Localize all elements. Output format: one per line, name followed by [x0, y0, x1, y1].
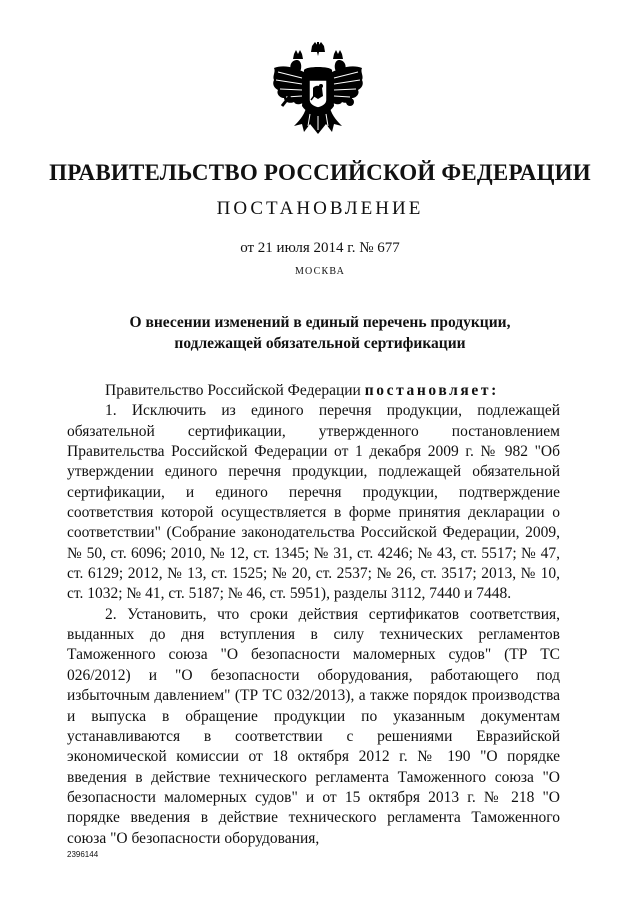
document-city: МОСКВА — [294, 266, 346, 277]
preamble-paragraph — [67, 381, 560, 401]
subject-line-1: О внесении изменений в единый перечень продукции, — [129, 314, 511, 331]
coat-of-arms-icon — [268, 42, 370, 140]
document-date-number: от 21 июля 2014 г. № 677 — [240, 240, 400, 256]
government-title: ПРАВИТЕЛЬСТВО РОССИЙСКОЙ ФЕДЕРАЦИИ — [49, 160, 591, 185]
document-type: ПОСТАНОВЛЕНИЕ — [216, 198, 424, 219]
item-1-paragraph: 1. Исключить из единого перечня продукции, подлежащей обязательной сертификации, утвержденного постановлением Правительства Российской Федерации от 1 декабря 2009 г. № 982 "Об утверждении единого перечня продукции, подлежащей обязательной сертификации, и единого перечня продукции, подтверждение соответствия которой осуществляется в форме принятия декларации о соответствии" (Собрание законодательства Российской Федерации, 2009, № 50, ст. 6096; 2010, № 12, ст. 1345; № 31, ст. 4246; № 43, ст. 5517; № 47, ст. 6129; 2012, № 13, ст. 1525; № 20, ст. 2537; № 26, ст. 3517; 2013, № 10, ст. 1032; № 41, ст. 5187; № 46, ст. 5951), разделы 3112, 7440 и 7448. — [67, 402, 560, 603]
document-subject — [0, 312, 640, 354]
document-body — [67, 381, 560, 849]
subject-line-2: подлежащей обязательной сертификации — [174, 335, 466, 352]
item-2-paragraph: 2. Установить, что сроки действия сертификатов соответствия, выданных до дня вступления в силу технических регламентов Таможенного союза "О безопасности маломерных судов" (ТР ТС 026/2012) и "О безопасности оборудования, работающего под избыточным давлением" (ТР ТС 032/2013), а также порядок производства и выпуска в обращение продукции по указанным документам устанавливаются в соответствии с решениями Евразийской экономической комиссии от 18 октября 2012 г. № 190 "О порядке введения в действие технического регламента Таможенного союза "О безопасности маломерных судов" и от 15 октября 2013 г. № 218 "О порядке введения в действие технического регламента Таможенного союза "О безопасности оборудования, — [67, 605, 560, 847]
preamble-verb: постановляет: — [364, 382, 499, 399]
preamble-text: Правительство Российской Федерации — [105, 382, 365, 399]
document-code: 2396144 — [67, 850, 99, 859]
